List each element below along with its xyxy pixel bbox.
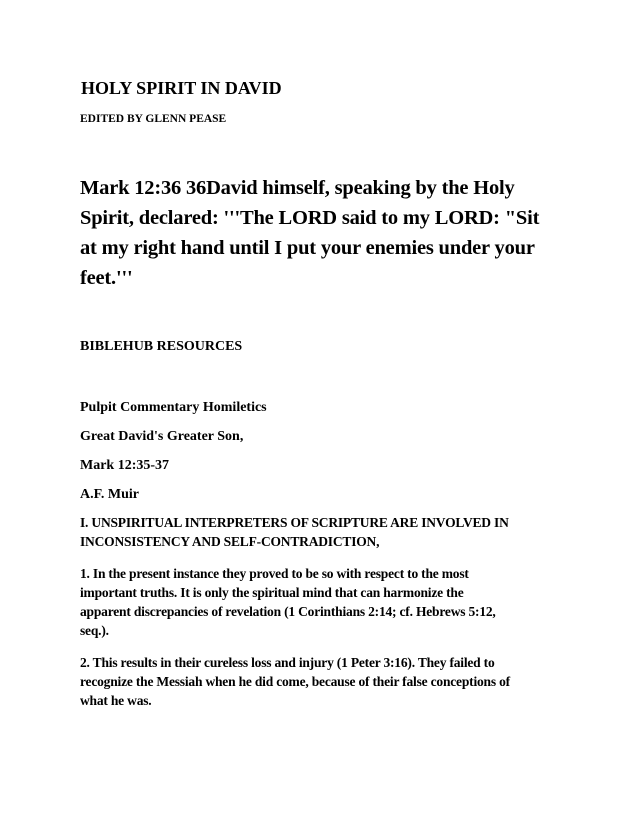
point-2-line: what he was. <box>80 693 152 708</box>
resources-heading: BIBLEHUB RESOURCES <box>80 339 243 354</box>
editor-credit: EDITED BY GLENN PEASE <box>80 113 227 125</box>
point-1-line: seq.). <box>80 623 109 638</box>
commentary-source: Pulpit Commentary Homiletics <box>80 400 267 415</box>
commentary-title: Great David's Greater Son, <box>80 429 244 444</box>
section-heading-line: INCONSISTENCY AND SELF-CONTRADICTION, <box>80 534 380 549</box>
point-2-line: 2. This results in their cureless loss and injury (1 Peter 3:16). They failed to <box>80 655 495 670</box>
commentary-author: A.F. Muir <box>80 487 139 502</box>
verse-line: at my right hand until I put your enemies under your <box>80 237 535 259</box>
section-heading-line: I. UNSPIRITUAL INTERPRETERS OF SCRIPTURE ARE INVOLVED IN <box>80 515 509 530</box>
verse-line: feet.''' <box>80 267 133 289</box>
point-1-line: important truths. It is only the spiritual mind that can harmonize the <box>80 585 464 600</box>
verse-line: Mark 12:36 36David himself, speaking by the Holy <box>80 177 515 199</box>
point-1-line: apparent discrepancies of revelation (1 Corinthians 2:14; cf. Hebrews 5:12, <box>80 604 496 619</box>
point-1-line: 1. In the present instance they proved to be so with respect to the most <box>80 566 469 581</box>
verse-line: Spirit, declared: '''The LORD said to my LORD: "Sit <box>80 207 540 229</box>
point-2-line: recognize the Messiah when he did come, because of their false conceptions of <box>80 674 510 689</box>
document-title: HOLY SPIRIT IN DAVID <box>81 78 282 98</box>
commentary-reference: Mark 12:35-37 <box>80 458 170 473</box>
